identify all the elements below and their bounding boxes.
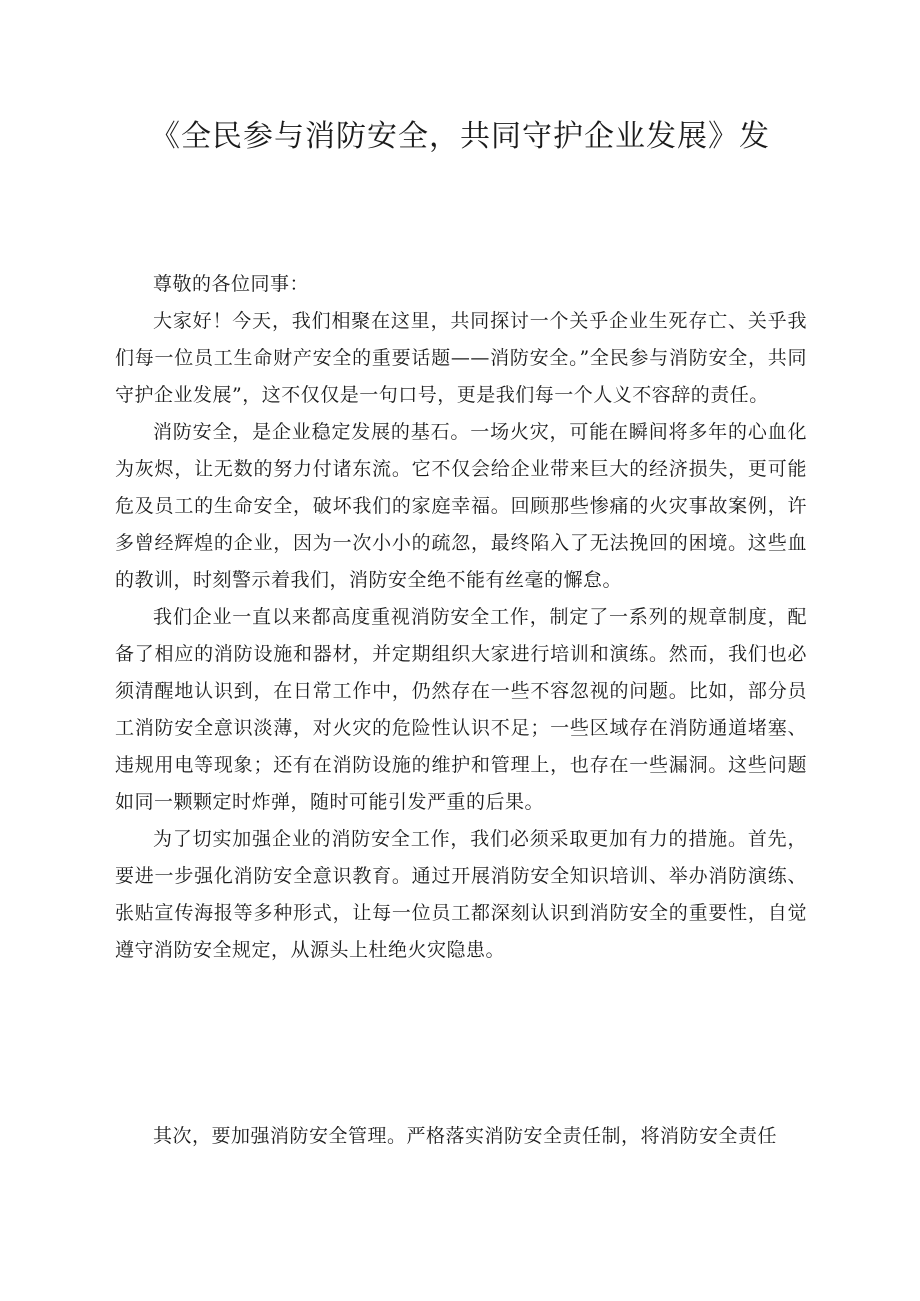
document-body-continued [115,1118,807,1155]
paragraph-current-status: 我们企业一直以来都高度重视消防安全工作，制定了一系列的规章制度，配备了相应的消防设施和器材，并定期组织大家进行培训和演练。然而，我们也必须清醒地认识到，在日常工作中，仍然存在一些不容忽视的问题。比如，部分员工消防安全意识淡薄，对火灾的危险性认识不足；一些区域存在消防通道堵塞、违规用电等现象；还有在消防设施的维护和管理上，也存在一些漏洞。这些问题如同一颗颗定时炸弹，随时可能引发严重的后果。 [115,606,807,813]
paragraph-measures-second: 其次，要加强消防安全管理。严格落实消防安全责任制，将消防安全责任 [153,1125,778,1147]
paragraph-importance: 消防安全，是企业稳定发展的基石。一场火灾，可能在瞬间将多年的心血化为灰烬，让无数的努力付诸东流。它不仅会给企业带来巨大的经济损失，更可能危及员工的生命安全，破坏我们的家庭幸福。回顾那些惨痛的火灾事故案例，许多曾经辉煌的企业，因为一次小小的疏忽，最终陷入了无法挽回的困境。这些血的教训，时刻警示着我们，消防安全绝不能有丝毫的懈怠。 [115,421,807,591]
document-title: 《全民参与消防安全，共同守护企业发展》发 [150,119,770,154]
paragraph-greeting: 大家好！今天，我们相聚在这里，共同探讨一个关乎企业生死存亡、关乎我们每一位员工生命财产安全的重要话题——消防安全。”全民参与消防安全，共同守护企业发展”，这不仅仅是一句口号，更是我们每一个人义不容辞的责任。 [115,310,807,406]
document-body [115,266,807,969]
paragraph-measures-first: 为了切实加强企业的消防安全工作，我们必须采取更加有力的措施。首先，要进一步强化消防安全意识教育。通过开展消防安全知识培训、举办消防演练、张贴宣传海报等多种形式，让每一位员工都深刻认识到消防安全的重要性，自觉遵守消防安全规定，从源头上杜绝火灾隐患。 [115,828,807,961]
salutation: 尊敬的各位同事： [153,273,310,295]
